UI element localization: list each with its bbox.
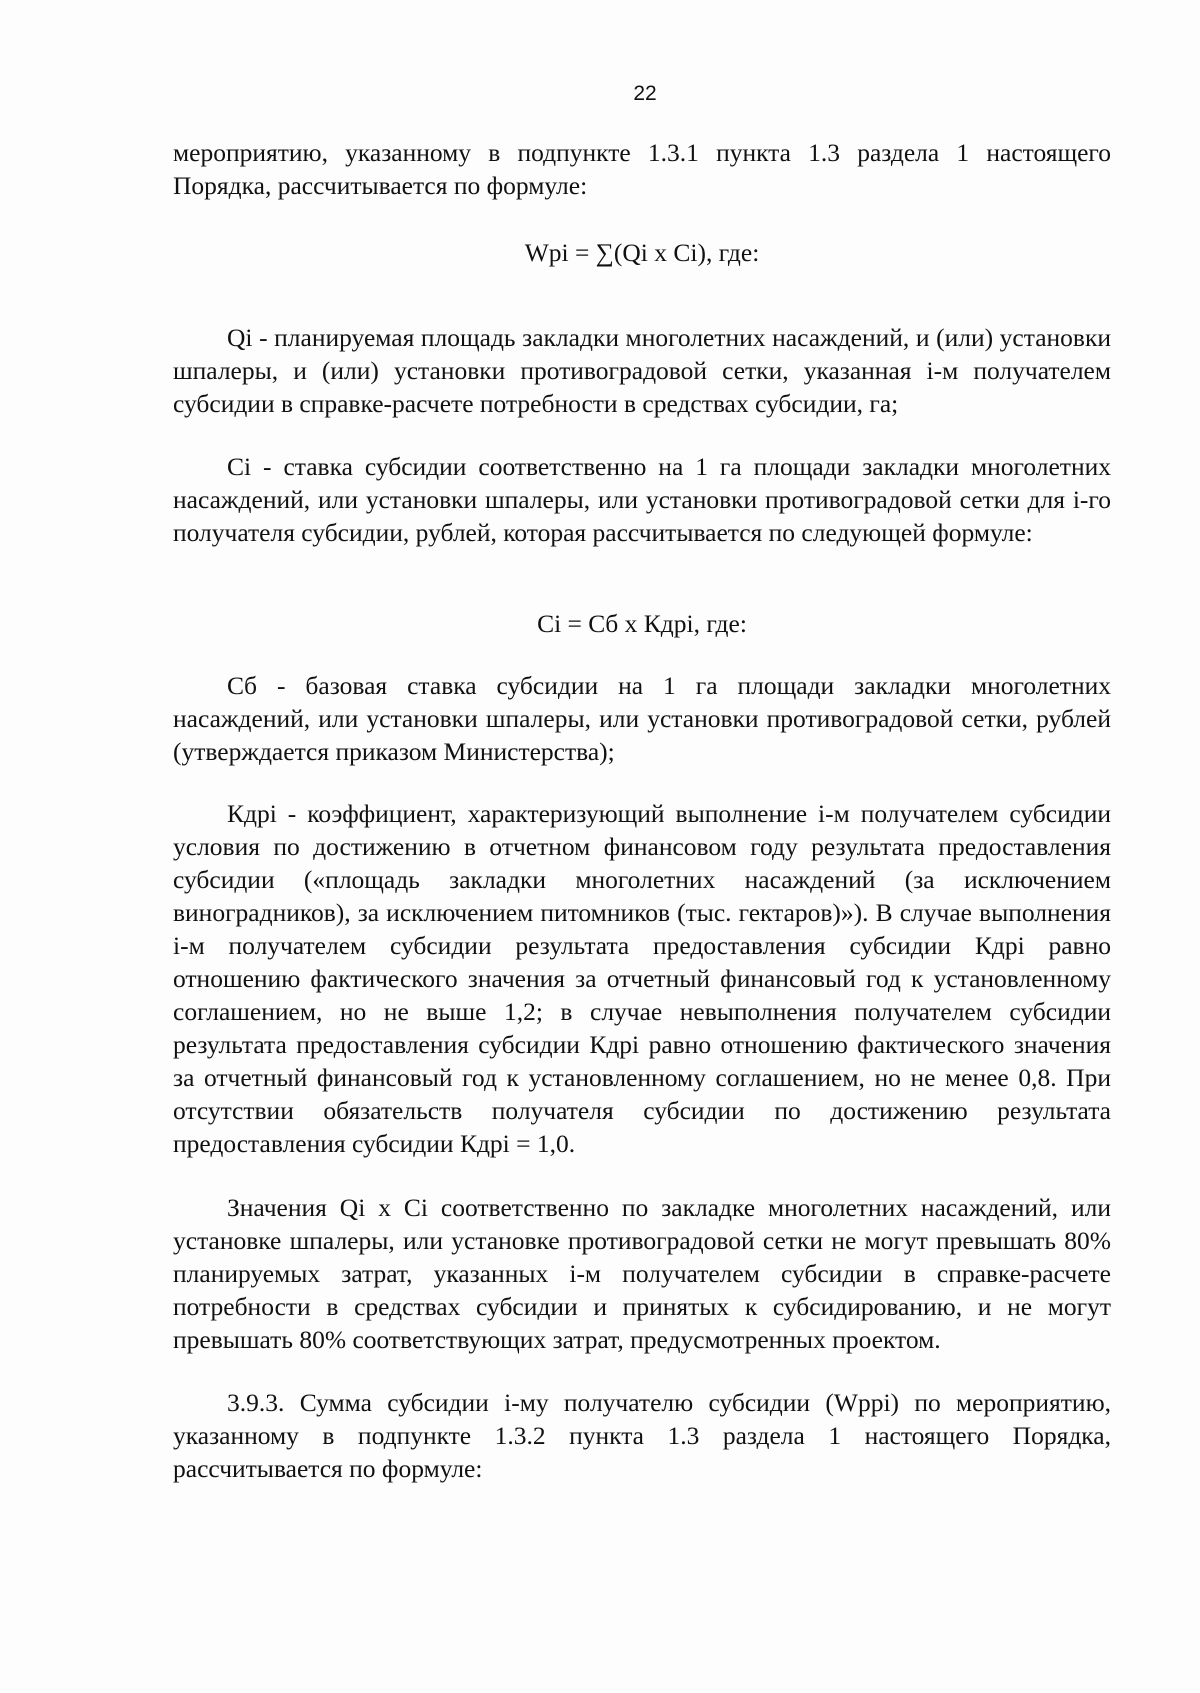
document-body [173, 136, 1111, 1485]
paragraph-qi-definition: Qi - планируемая площадь закладки многолетних насаждений, и (или) установки шпалеры, и (или) установки противоградовой сетки, указанная i-м получателем субсидии в справке-расчете потребности в средствах субсидии, га; [173, 323, 1111, 418]
page-number: 22 [633, 82, 657, 105]
formula-ci: Ci = Cб x Кдрi, где: [537, 609, 747, 638]
paragraph-section-3-9-3: 3.9.3. Сумма субсидии i-му получателю субсидии (Wppi) по мероприятию, указанному в подпункте 1.3.2 пункта 1.3 раздела 1 настоящего Порядка, рассчитывается по формуле: [173, 1388, 1111, 1483]
paragraph-ci-definition: Ci - ставка субсидии соответственно на 1 га площади закладки многолетних насаждений, или установки шпалеры, или установки противоградовой сетки для i-го получателя субсидии, рублей, которая рассчитывается по следующей формуле: [173, 452, 1111, 547]
formula-wpi: Wpi = ∑(Qi x Ci), где: [524, 238, 760, 267]
paragraph-cb-definition: Cб - базовая ставка субсидии на 1 га площади закладки многолетних насаждений, или установки шпалеры, или установки противоградовой сетки, рублей (утверждается приказом Министерства); [173, 671, 1111, 766]
paragraph-intro: мероприятию, указанному в подпункте 1.3.1 пункта 1.3 раздела 1 настоящего Порядка, рассчитывается по формуле: [173, 138, 1111, 200]
paragraph-kdri-definition: Кдрi - коэффициент, характеризующий выполнение i-м получателем субсидии условия по достижению в отчетном финансовом году результата предоставления субсидии («площадь закладки многолетних насаждений (за исключением виноградников), за исключением питомников (тыс. гектаров)»). В случае выполнения i-м получателем субсидии результата предоставления субсидии Кдрi равно отношению фактического значения за отчетный финансовый год к установленному соглашением, но не выше 1,2; в случае невыполнения получателем субсидии результата предоставления субсидии Кдрi равно отношению фактического значения за отчетный финансовый год к установленному соглашением, но не менее 0,8. При отсутствии обязательств получателя субсидии по достижению результата предоставления субсидии Кдрi = 1,0. [173, 799, 1111, 1158]
paragraph-qi-ci-limits: Значения Qi x Ci соответственно по закладке многолетних насаждений, или установке шпалеры, или установке противоградовой сетки не могут превышать 80% планируемых затрат, указанных i-м получателем субсидии в справке-расчете потребности в средствах субсидии и принятых к субсидированию, и не могут превышать 80% соответствующих затрат, предусмотренных проектом. [173, 1193, 1111, 1354]
